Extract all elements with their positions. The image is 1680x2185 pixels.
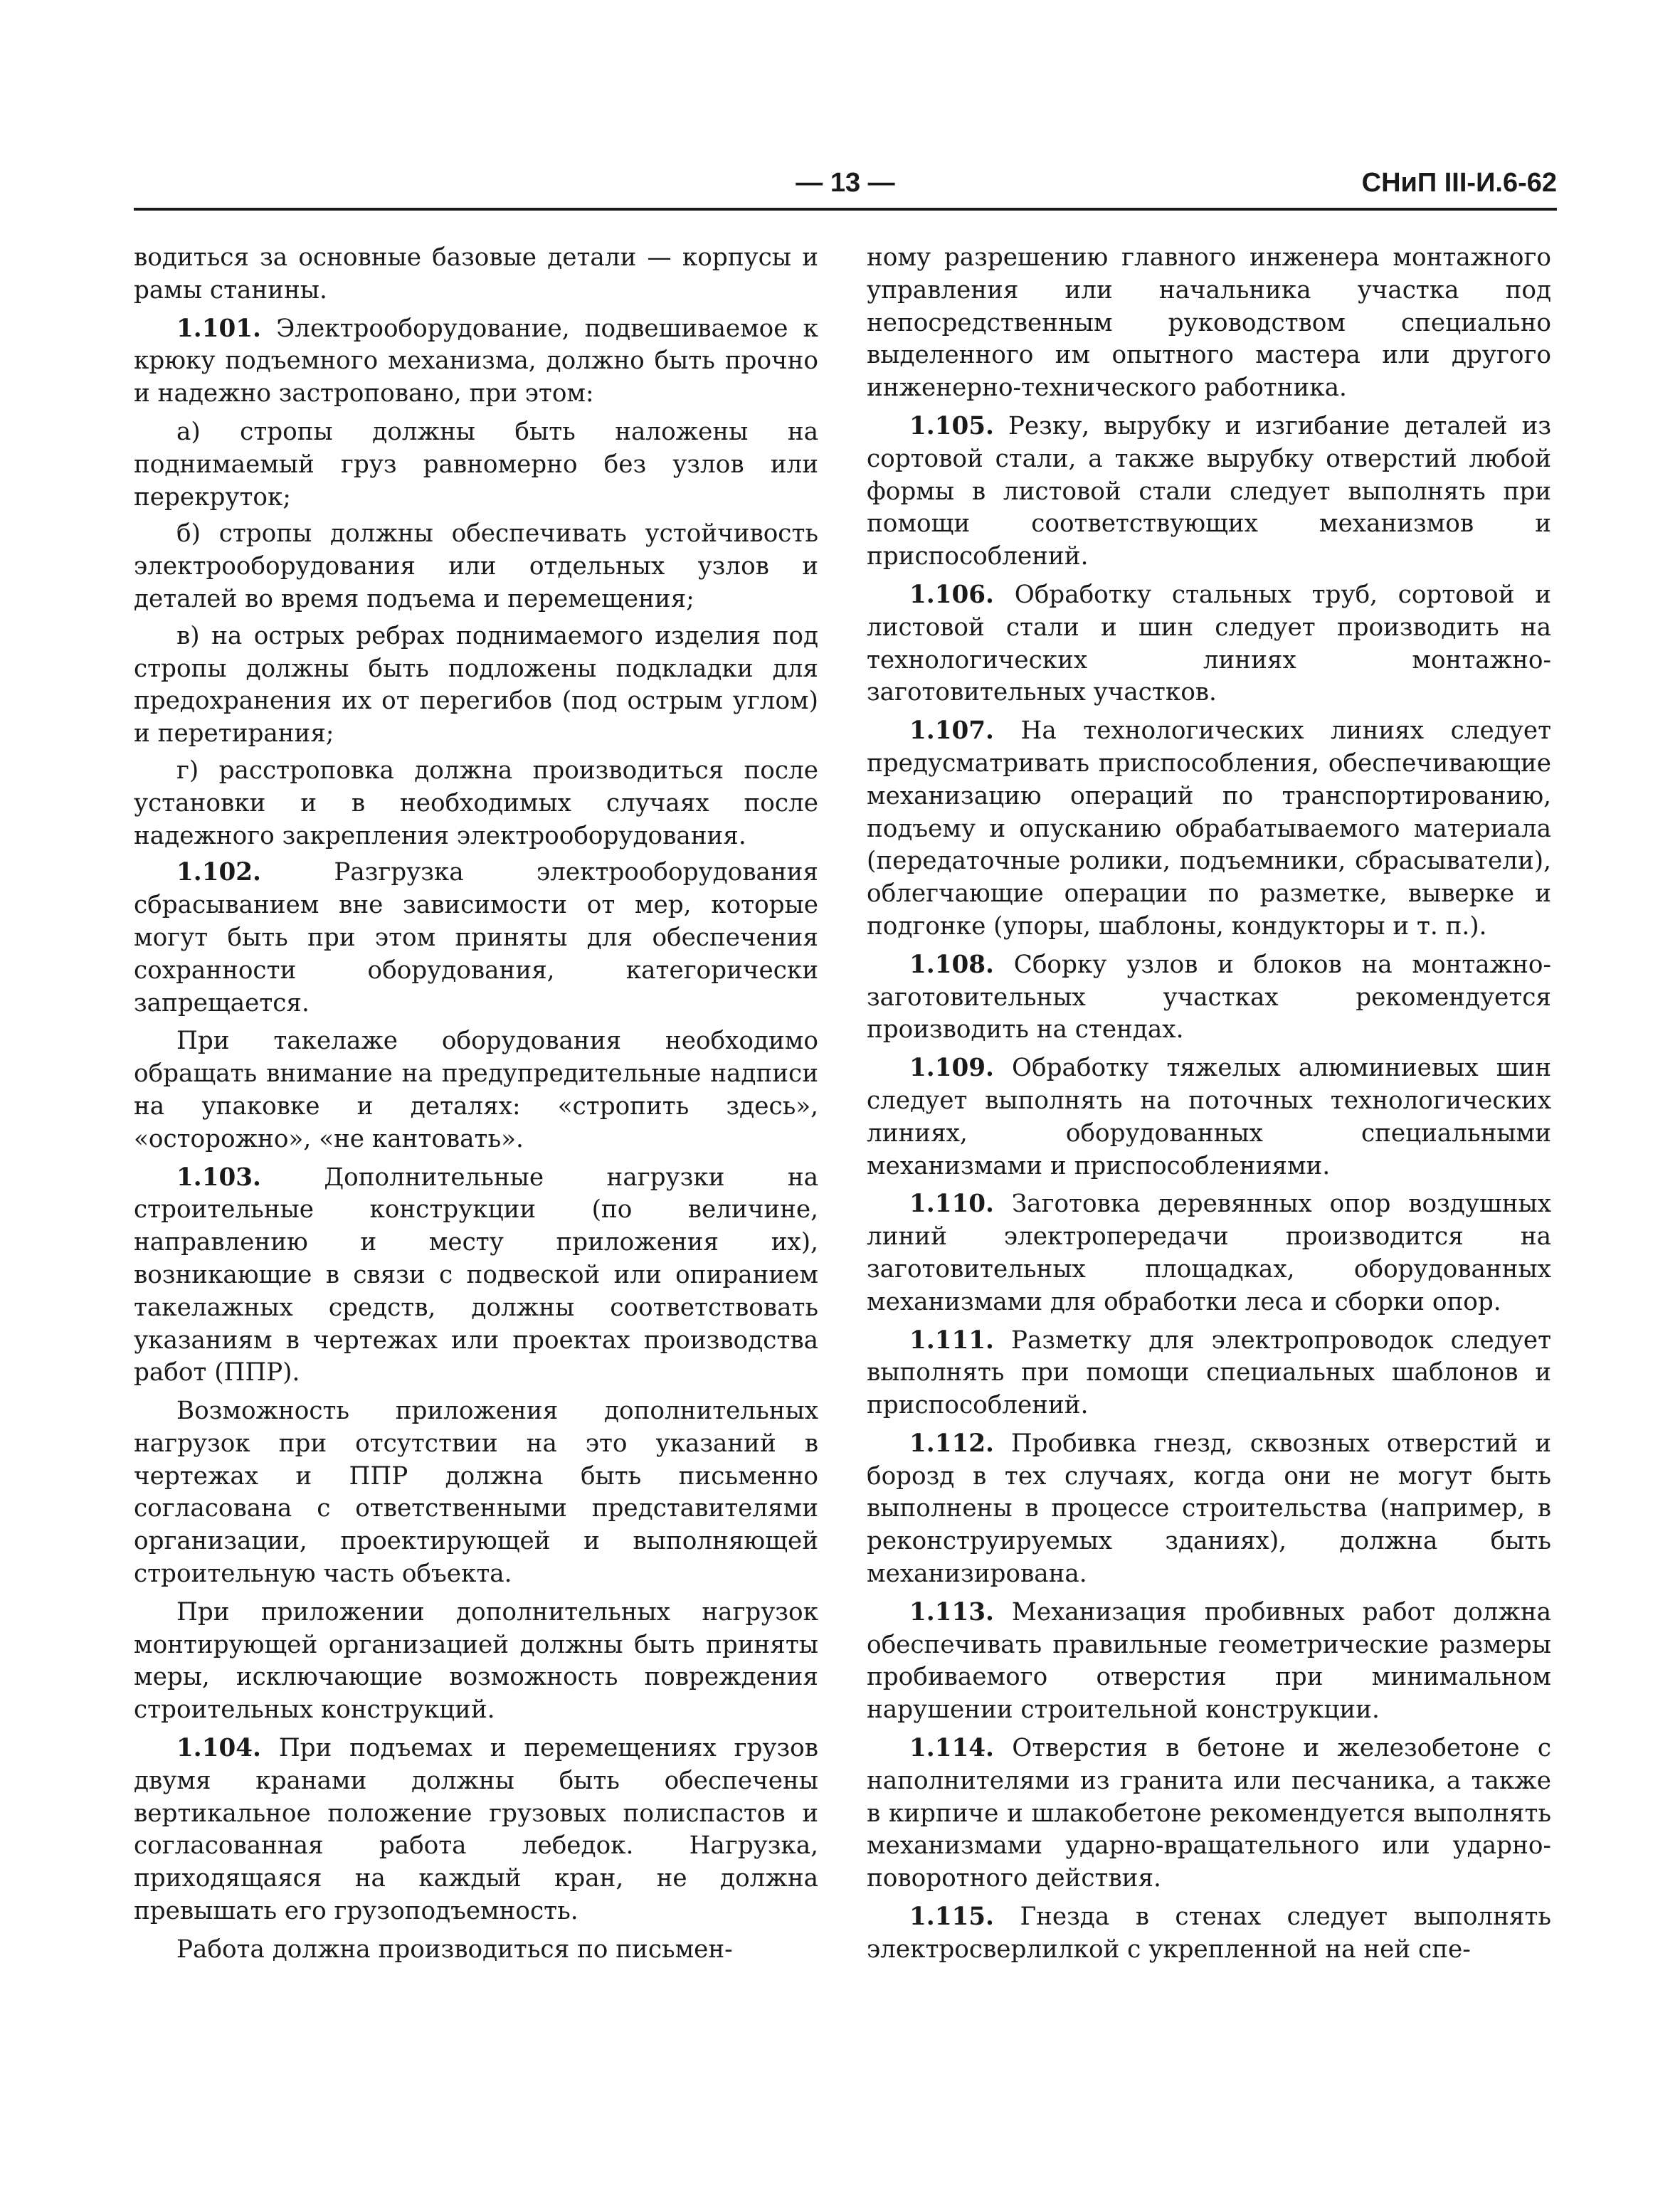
clause-text: Пробивка гнезд, сквозных отверстий и борозд в тех случаях, когда они не могут быть выполнены в процессе строительства (например, в реконструируемых зданиях), должна быть механизирована. — [867, 1429, 1551, 1589]
list-item-b: б) стропы должны обеспечивать устойчивость электрооборудования или отдельных узлов и деталей во время подъема и перемещения; — [134, 519, 818, 613]
clause-text: Обработку стальных труб, сортовой и листовой стали и шин следует производить на технологических линиях монтажно-заготовительных участков. — [867, 580, 1551, 707]
clause-number: 1.104. — [176, 1734, 261, 1763]
clause-number: 1.110. — [909, 1190, 994, 1219]
right-column — [867, 242, 1551, 1972]
clause-number: 1.109. — [909, 1054, 994, 1083]
clause-1-102 — [134, 857, 818, 1020]
list-item-d: г) расстроповка должна производиться после установки и в необходимых случаях после надежного закрепления электрооборудования. — [134, 756, 818, 850]
clause-1-104 — [134, 1732, 818, 1928]
clause-number: 1.106. — [909, 580, 994, 609]
left-column — [134, 242, 818, 1972]
clause-1-115 — [867, 1901, 1551, 1967]
document-code: СНиП III-И.6-62 — [1361, 168, 1557, 198]
clause-text: Дополнительные нагрузки на строительные конструкции (по величине, направлению и месту приложения их), возникающие в связи с подвеской или опиранием такелажных средств, должны соответствовать указаниям в чертежах или проектах производства работ (ППР). — [134, 1163, 818, 1387]
clause-text: Гнезда в стенах следует выполнять электросверлилкой с укрепленной на ней спе- — [867, 1903, 1551, 1964]
clause-text: Разметку для электропроводок следует выполнять при помощи специальных шаблонов и приспособлений. — [867, 1326, 1551, 1420]
paragraph: Работа должна производиться по письмен- — [176, 1935, 733, 1964]
clause-1-107 — [867, 715, 1551, 943]
clause-text: Механизация пробивных работ должна обеспечивать правильные геометрические размеры пробиваемого отверстия при минимальном нарушении строительной конструкции. — [867, 1597, 1551, 1725]
clause-number: 1.112. — [909, 1429, 994, 1458]
paragraph: водиться за основные базовые детали — корпусы и рамы станины. — [134, 243, 818, 305]
clause-text: Резку, вырубку и изгибание деталей из сортовой стали, а также вырубку отверстий любой формы в листовой стали следует выполнять при помощи соответствующих механизмов и приспособлений. — [867, 411, 1551, 571]
list-item-a: а) стропы должны быть наложены на поднимаемый груз равномерно без узлов или перекруток; — [134, 417, 818, 512]
clause-number: 1.111. — [909, 1326, 994, 1355]
clause-number: 1.102. — [176, 858, 261, 887]
paragraph: При приложении дополнительных нагрузок монтирующей организацией должны быть приняты меры, исключающие возможность повреждения строительных конструкций. — [134, 1597, 818, 1725]
clause-text: Отверстия в бетоне и железобетоне с наполнителями из гранита или песчаника, а также в кирпиче и шлакобетоне рекомендуется выполнять механизмами ударно-вращательного или ударно-поворотного действия. — [867, 1734, 1551, 1893]
paragraph: При такелаже оборудования необходимо обращать внимание на предупредительные надписи на упаковке и деталях: «стропить здесь», «осторожно», «не кантовать». — [134, 1027, 818, 1153]
clause-text: При подъемах и перемещениях грузов двумя кранами должны быть обеспечены вертикальное положение грузовых полиспастов и согласованная работа лебедок. Нагрузка, приходящаяся на каждый кран, не должна превышать его грузоподъемность. — [134, 1734, 818, 1926]
clause-text: На технологических линиях следует предусматривать приспособления, обеспечивающие механизацию операций по транспортированию, подъему и опусканию обрабатываемого материала (передаточные ролики, подъемники, сбрасыватели), облегчающие операции по разметке, выверке и подгонке (упоры, шаблоны, кондукторы и т. п.). — [867, 716, 1551, 941]
clause-number: 1.101. — [176, 314, 261, 343]
clause-1-108 — [867, 949, 1551, 1047]
clause-1-113 — [867, 1597, 1551, 1727]
clause-1-114 — [867, 1732, 1551, 1895]
clause-text: Электрооборудование, подвешиваемое к крюку подъемного механизма, должно быть прочно и надежно застроповано, при этом: — [134, 314, 818, 408]
page-number: — 13 — — [796, 168, 895, 198]
clause-number: 1.103. — [176, 1163, 261, 1192]
clause-text: Заготовка деревянных опор воздушных линий электропередачи производится на заготовительных площадках, оборудованных механизмами для обработки леса и сборки опор. — [867, 1190, 1551, 1316]
clause-1-103 — [134, 1162, 818, 1390]
clause-number: 1.105. — [909, 411, 994, 440]
list-item-c: в) на острых ребрах поднимаемого изделия под стропы должны быть подложены подкладки для предохранения их от перегибов (под острым углом) и перетирания; — [134, 621, 818, 748]
clause-1-109 — [867, 1052, 1551, 1183]
clause-number: 1.108. — [909, 950, 994, 979]
clause-1-106 — [867, 579, 1551, 709]
clause-1-105 — [867, 411, 1551, 573]
clause-number: 1.107. — [909, 716, 994, 746]
paragraph: ному разрешению главного инженера монтажного управления или начальника участка под непосредственным руководством специально выделенного им опытного мастера или другого инженерно-технического работника. — [867, 243, 1551, 403]
header-divider — [134, 208, 1557, 211]
clause-text: Разгрузка электрооборудования сбрасыванием вне зависимости от мер, которые могут быть при этом приняты для обеспечения сохранности оборудования, категорически запрещается. — [134, 858, 818, 1017]
clause-1-101 — [134, 313, 818, 411]
clause-1-111 — [867, 1325, 1551, 1422]
clause-text: Обработку тяжелых алюминиевых шин следует выполнять на поточных технологических линиях, оборудованных специальными механизмами и приспособлениями. — [867, 1054, 1551, 1180]
clause-1-112 — [867, 1428, 1551, 1591]
paragraph: Возможность приложения дополнительных нагрузок при отсутствии на это указаний в чертежах и ППР должна быть письменно согласована с ответственными представителями организации, проектирующей и выполняющей строительную часть объекта. — [134, 1397, 818, 1589]
clause-number: 1.115. — [909, 1903, 994, 1932]
clause-text: Сборку узлов и блоков на монтажно-заготовительных участках рекомендуется производить на стендах. — [867, 950, 1551, 1044]
page-header — [134, 164, 1557, 206]
clause-number: 1.113. — [909, 1597, 994, 1626]
clause-1-110 — [867, 1188, 1551, 1318]
clause-number: 1.114. — [909, 1734, 994, 1763]
